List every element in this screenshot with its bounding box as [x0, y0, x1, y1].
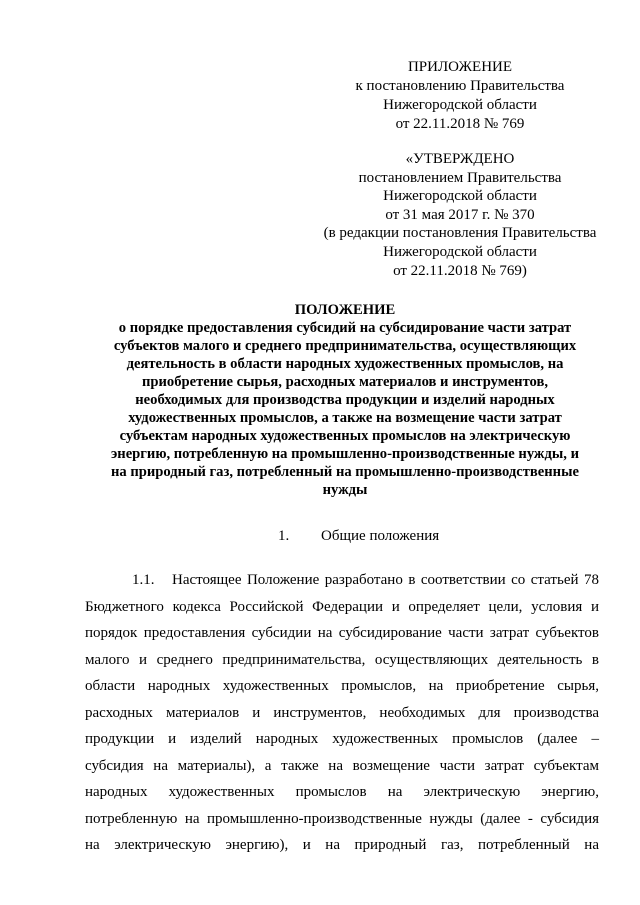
paragraph-line: народных художественных промыслов на электрическую энергию, [85, 784, 599, 800]
approval-block [300, 150, 620, 280]
paragraph-line-text: Настоящее Положение разработано в соответствии со статьей 78 [172, 572, 599, 588]
appendix-line: Нижегородской области [383, 97, 537, 113]
title-line: приобретение сырья, расходных материалов и инструментов, [141, 374, 549, 390]
paragraph-number: 1.1. [132, 572, 155, 588]
paragraph-1-1 [85, 567, 599, 859]
title-line: энергию, потребленную на промышленно-производственные нужды, и [110, 446, 579, 462]
appendix-line: от 22.11.2018 № 769 [395, 116, 525, 132]
section-title: Общие положения [321, 528, 440, 544]
paragraph-line: на электрическую энергию), и на природный газ, потребленный на [85, 837, 599, 853]
section-number: 1. [278, 528, 290, 544]
approval-line: Нижегородской области [383, 243, 537, 260]
paragraph-line: потребленную на промышленно-производственные нужды (далее - субсидия [85, 810, 599, 827]
paragraph-line: малого и среднего предпринимательства, осуществляющих деятельность в [85, 651, 599, 668]
paragraph-line: продукции и изделий народных художественных промыслов (далее – [85, 731, 599, 747]
paragraph-line: области народных художественных промыслов, на приобретение сырья, [85, 678, 599, 694]
title-line: художественных промыслов, а также на возмещение части затрат [128, 410, 562, 426]
approval-line: Нижегородской области [383, 188, 537, 205]
title-line: ПОЛОЖЕНИЕ [294, 302, 396, 318]
paragraph-line: расходных материалов и инструментов, необходимых для производства [85, 704, 599, 721]
paragraph-line: порядок предоставления субсидии на субсидирование части затрат субъектов [85, 625, 599, 641]
title-line: нужды [322, 482, 368, 498]
title-line: субъектов малого и среднего предпринимательства, осуществляющих [113, 338, 577, 354]
appendix-line: ПРИЛОЖЕНИЕ [407, 59, 513, 75]
paragraph-line [85, 567, 599, 594]
appendix-header [330, 58, 590, 134]
paragraph-line: субсидия на материалы), а также на возмещение части затрат субъектам [85, 757, 599, 774]
appendix-line: к постановлению Правительства [355, 78, 565, 94]
approval-line: постановлением Правительства [358, 169, 562, 186]
paragraph-line: Бюджетного кодекса Российской Федерации и определяет цели, условия и [85, 598, 599, 615]
title-line: на природный газ, потребленный на промышленно-производственные [111, 464, 579, 480]
approval-line: от 22.11.2018 № 769) [393, 262, 527, 279]
approval-line: (в редакции постановления Правительства [323, 225, 597, 242]
document-title [85, 301, 605, 499]
approval-line: от 31 мая 2017 г. № 370 [385, 206, 535, 223]
title-line: необходимых для производства продукции и изделий народных [135, 392, 555, 408]
approval-line: «УТВЕРЖДЕНО [405, 151, 515, 167]
title-line: о порядке предоставления субсидий на субсидирование части затрат [118, 320, 572, 336]
title-line: субъектам народных художественных промыслов на электрическую [119, 428, 571, 444]
title-line: деятельность в области народных художественных промыслов, на [126, 356, 564, 372]
